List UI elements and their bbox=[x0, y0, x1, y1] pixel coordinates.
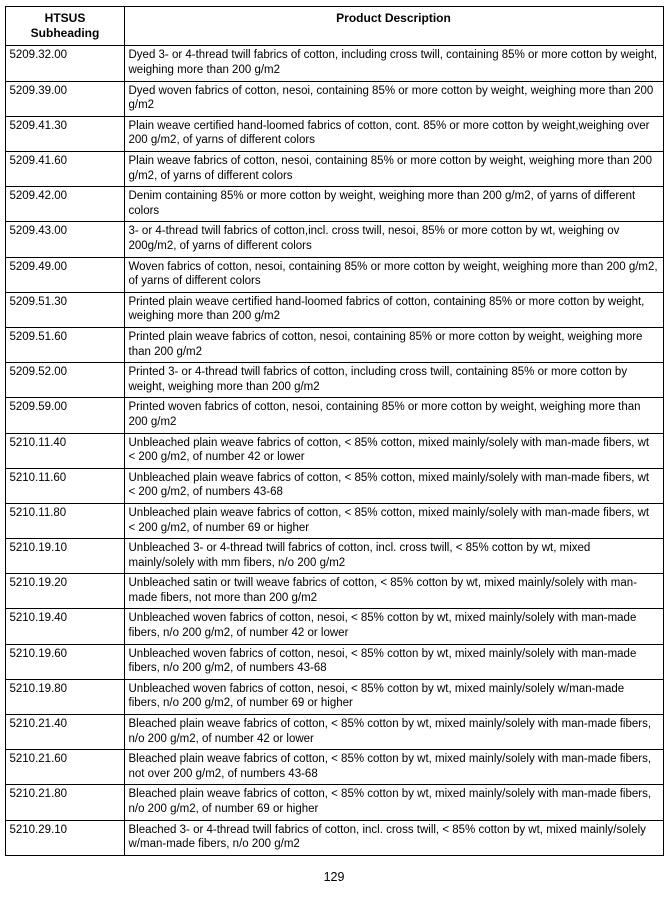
cell-product-description: Dyed 3- or 4-thread twill fabrics of cotton, including cross twill, containing 85% or more cotton by weight, weighing more than 200 g/m2 bbox=[124, 46, 663, 81]
cell-htsus-subheading: 5209.41.30 bbox=[5, 116, 124, 151]
table-row bbox=[5, 363, 663, 398]
cell-product-description: Unbleached woven fabrics of cotton, nesoi, < 85% cotton by wt, mixed mainly/solely with man-made fibers, n/o 200 g/m2, of number 42 or lower bbox=[124, 609, 663, 644]
cell-product-description: Unbleached plain weave fabrics of cotton, < 85% cotton, mixed mainly/solely with man-made fibers, wt < 200 g/m2, of numbers 43-68 bbox=[124, 468, 663, 503]
table-row bbox=[5, 152, 663, 187]
cell-product-description: Bleached plain weave fabrics of cotton, < 85% cotton by wt, mixed mainly/solely with man-made fibers, not over 200 g/m2, of numbers 43-68 bbox=[124, 750, 663, 785]
table-row bbox=[5, 820, 663, 855]
cell-product-description: Bleached plain weave fabrics of cotton, < 85% cotton by wt, mixed mainly/solely with man-made fibers, n/o 200 g/m2, of number 42 or lower bbox=[124, 715, 663, 750]
cell-htsus-subheading: 5209.51.30 bbox=[5, 292, 124, 327]
cell-htsus-subheading: 5210.19.60 bbox=[5, 644, 124, 679]
cell-product-description: Plain weave fabrics of cotton, nesoi, containing 85% or more cotton by weight, weighing more than 200 g/m2, of yarns of different colors bbox=[124, 152, 663, 187]
column-header-product-description: Product Description bbox=[124, 7, 663, 46]
cell-htsus-subheading: 5210.19.40 bbox=[5, 609, 124, 644]
cell-htsus-subheading: 5209.49.00 bbox=[5, 257, 124, 292]
table-row bbox=[5, 644, 663, 679]
table-row bbox=[5, 785, 663, 820]
cell-product-description: Printed plain weave fabrics of cotton, nesoi, containing 85% or more cotton by weight, weighing more than 200 g/m2 bbox=[124, 327, 663, 362]
cell-htsus-subheading: 5209.43.00 bbox=[5, 222, 124, 257]
cell-htsus-subheading: 5210.29.10 bbox=[5, 820, 124, 855]
table-row bbox=[5, 81, 663, 116]
table-row bbox=[5, 503, 663, 538]
table-row bbox=[5, 539, 663, 574]
cell-product-description: Bleached plain weave fabrics of cotton, < 85% cotton by wt, mixed mainly/solely with man-made fibers, n/o 200 g/m2, of number 69 or higher bbox=[124, 785, 663, 820]
cell-htsus-subheading: 5209.52.00 bbox=[5, 363, 124, 398]
cell-htsus-subheading: 5209.51.60 bbox=[5, 327, 124, 362]
table-header-row bbox=[5, 7, 663, 46]
column-header-htsus-subheading: HTSUS Subheading bbox=[5, 7, 124, 46]
page-number: 129 bbox=[323, 869, 345, 884]
table-row bbox=[5, 574, 663, 609]
table-row bbox=[5, 327, 663, 362]
htsus-table bbox=[5, 6, 664, 856]
cell-htsus-subheading: 5210.21.40 bbox=[5, 715, 124, 750]
cell-product-description: Unbleached woven fabrics of cotton, nesoi, < 85% cotton by wt, mixed mainly/solely w/man-made fibers, n/o 200 g/m2, of number 69 or higher bbox=[124, 679, 663, 714]
table-row bbox=[5, 292, 663, 327]
cell-product-description: Bleached 3- or 4-thread twill fabrics of cotton, incl. cross twill, < 85% cotton by wt, mixed mainly/solely w/man-made fibers, n/o 200 g/m2 bbox=[124, 820, 663, 855]
table-row bbox=[5, 679, 663, 714]
table-row bbox=[5, 750, 663, 785]
cell-product-description: Unbleached plain weave fabrics of cotton, < 85% cotton, mixed mainly/solely with man-made fibers, wt < 200 g/m2, of number 42 or lower bbox=[124, 433, 663, 468]
table-row bbox=[5, 222, 663, 257]
cell-htsus-subheading: 5209.59.00 bbox=[5, 398, 124, 433]
table-row bbox=[5, 609, 663, 644]
cell-product-description: Printed 3- or 4-thread twill fabrics of cotton, including cross twill, containing 85% or more cotton by weight, weighing more than 200 g/m2 bbox=[124, 363, 663, 398]
cell-product-description: Printed woven fabrics of cotton, nesoi, containing 85% or more cotton by weight, weighing more than 200 g/m2 bbox=[124, 398, 663, 433]
cell-product-description: Denim containing 85% or more cotton by weight, weighing more than 200 g/m2, of yarns of different colors bbox=[124, 187, 663, 222]
cell-htsus-subheading: 5210.11.60 bbox=[5, 468, 124, 503]
table-row bbox=[5, 433, 663, 468]
cell-htsus-subheading: 5210.19.20 bbox=[5, 574, 124, 609]
cell-product-description: Unbleached woven fabrics of cotton, nesoi, < 85% cotton by wt, mixed mainly/solely with man-made fibers, n/o 200 g/m2, of numbers 43-68 bbox=[124, 644, 663, 679]
cell-htsus-subheading: 5210.19.80 bbox=[5, 679, 124, 714]
cell-htsus-subheading: 5210.11.40 bbox=[5, 433, 124, 468]
table-row bbox=[5, 398, 663, 433]
cell-htsus-subheading: 5210.11.80 bbox=[5, 503, 124, 538]
cell-htsus-subheading: 5210.19.10 bbox=[5, 539, 124, 574]
table-row bbox=[5, 257, 663, 292]
cell-product-description: Unbleached satin or twill weave fabrics of cotton, < 85% cotton by wt, mixed mainly/solely with man-made fibers, not more than 200 g/m2 bbox=[124, 574, 663, 609]
table-row bbox=[5, 116, 663, 151]
cell-htsus-subheading: 5210.21.80 bbox=[5, 785, 124, 820]
table-row bbox=[5, 46, 663, 81]
table-header bbox=[5, 7, 663, 46]
cell-product-description: Unbleached 3- or 4-thread twill fabrics of cotton, incl. cross twill, < 85% cotton by wt, mixed mainly/solely with mm fibers, n/o 200 g/m2 bbox=[124, 539, 663, 574]
table-row bbox=[5, 187, 663, 222]
cell-product-description: Unbleached plain weave fabrics of cotton, < 85% cotton, mixed mainly/solely with man-made fibers, wt < 200 g/m2, of number 69 or higher bbox=[124, 503, 663, 538]
cell-htsus-subheading: 5210.21.60 bbox=[5, 750, 124, 785]
table-row bbox=[5, 715, 663, 750]
table-row bbox=[5, 468, 663, 503]
cell-htsus-subheading: 5209.41.60 bbox=[5, 152, 124, 187]
table-body bbox=[5, 46, 663, 855]
cell-product-description: Woven fabrics of cotton, nesoi, containing 85% or more cotton by weight, weighing more than 200 g/m2, of yarns of different colors bbox=[124, 257, 663, 292]
cell-htsus-subheading: 5209.32.00 bbox=[5, 46, 124, 81]
cell-product-description: Plain weave certified hand-loomed fabrics of cotton, cont. 85% or more cotton by weight,weighing over 200 g/m2, of yarns of different colors bbox=[124, 116, 663, 151]
cell-product-description: 3- or 4-thread twill fabrics of cotton,incl. cross twill, nesoi, 85% or more cotton by wt, weighing ov 200g/m2, of yarns of different colors bbox=[124, 222, 663, 257]
cell-product-description: Printed plain weave certified hand-loomed fabrics of cotton, containing 85% or more cotton by weight, weighing more than 200 g/m2 bbox=[124, 292, 663, 327]
cell-htsus-subheading: 5209.39.00 bbox=[5, 81, 124, 116]
cell-product-description: Dyed woven fabrics of cotton, nesoi, containing 85% or more cotton by weight, weighing more than 200 g/m2 bbox=[124, 81, 663, 116]
cell-htsus-subheading: 5209.42.00 bbox=[5, 187, 124, 222]
